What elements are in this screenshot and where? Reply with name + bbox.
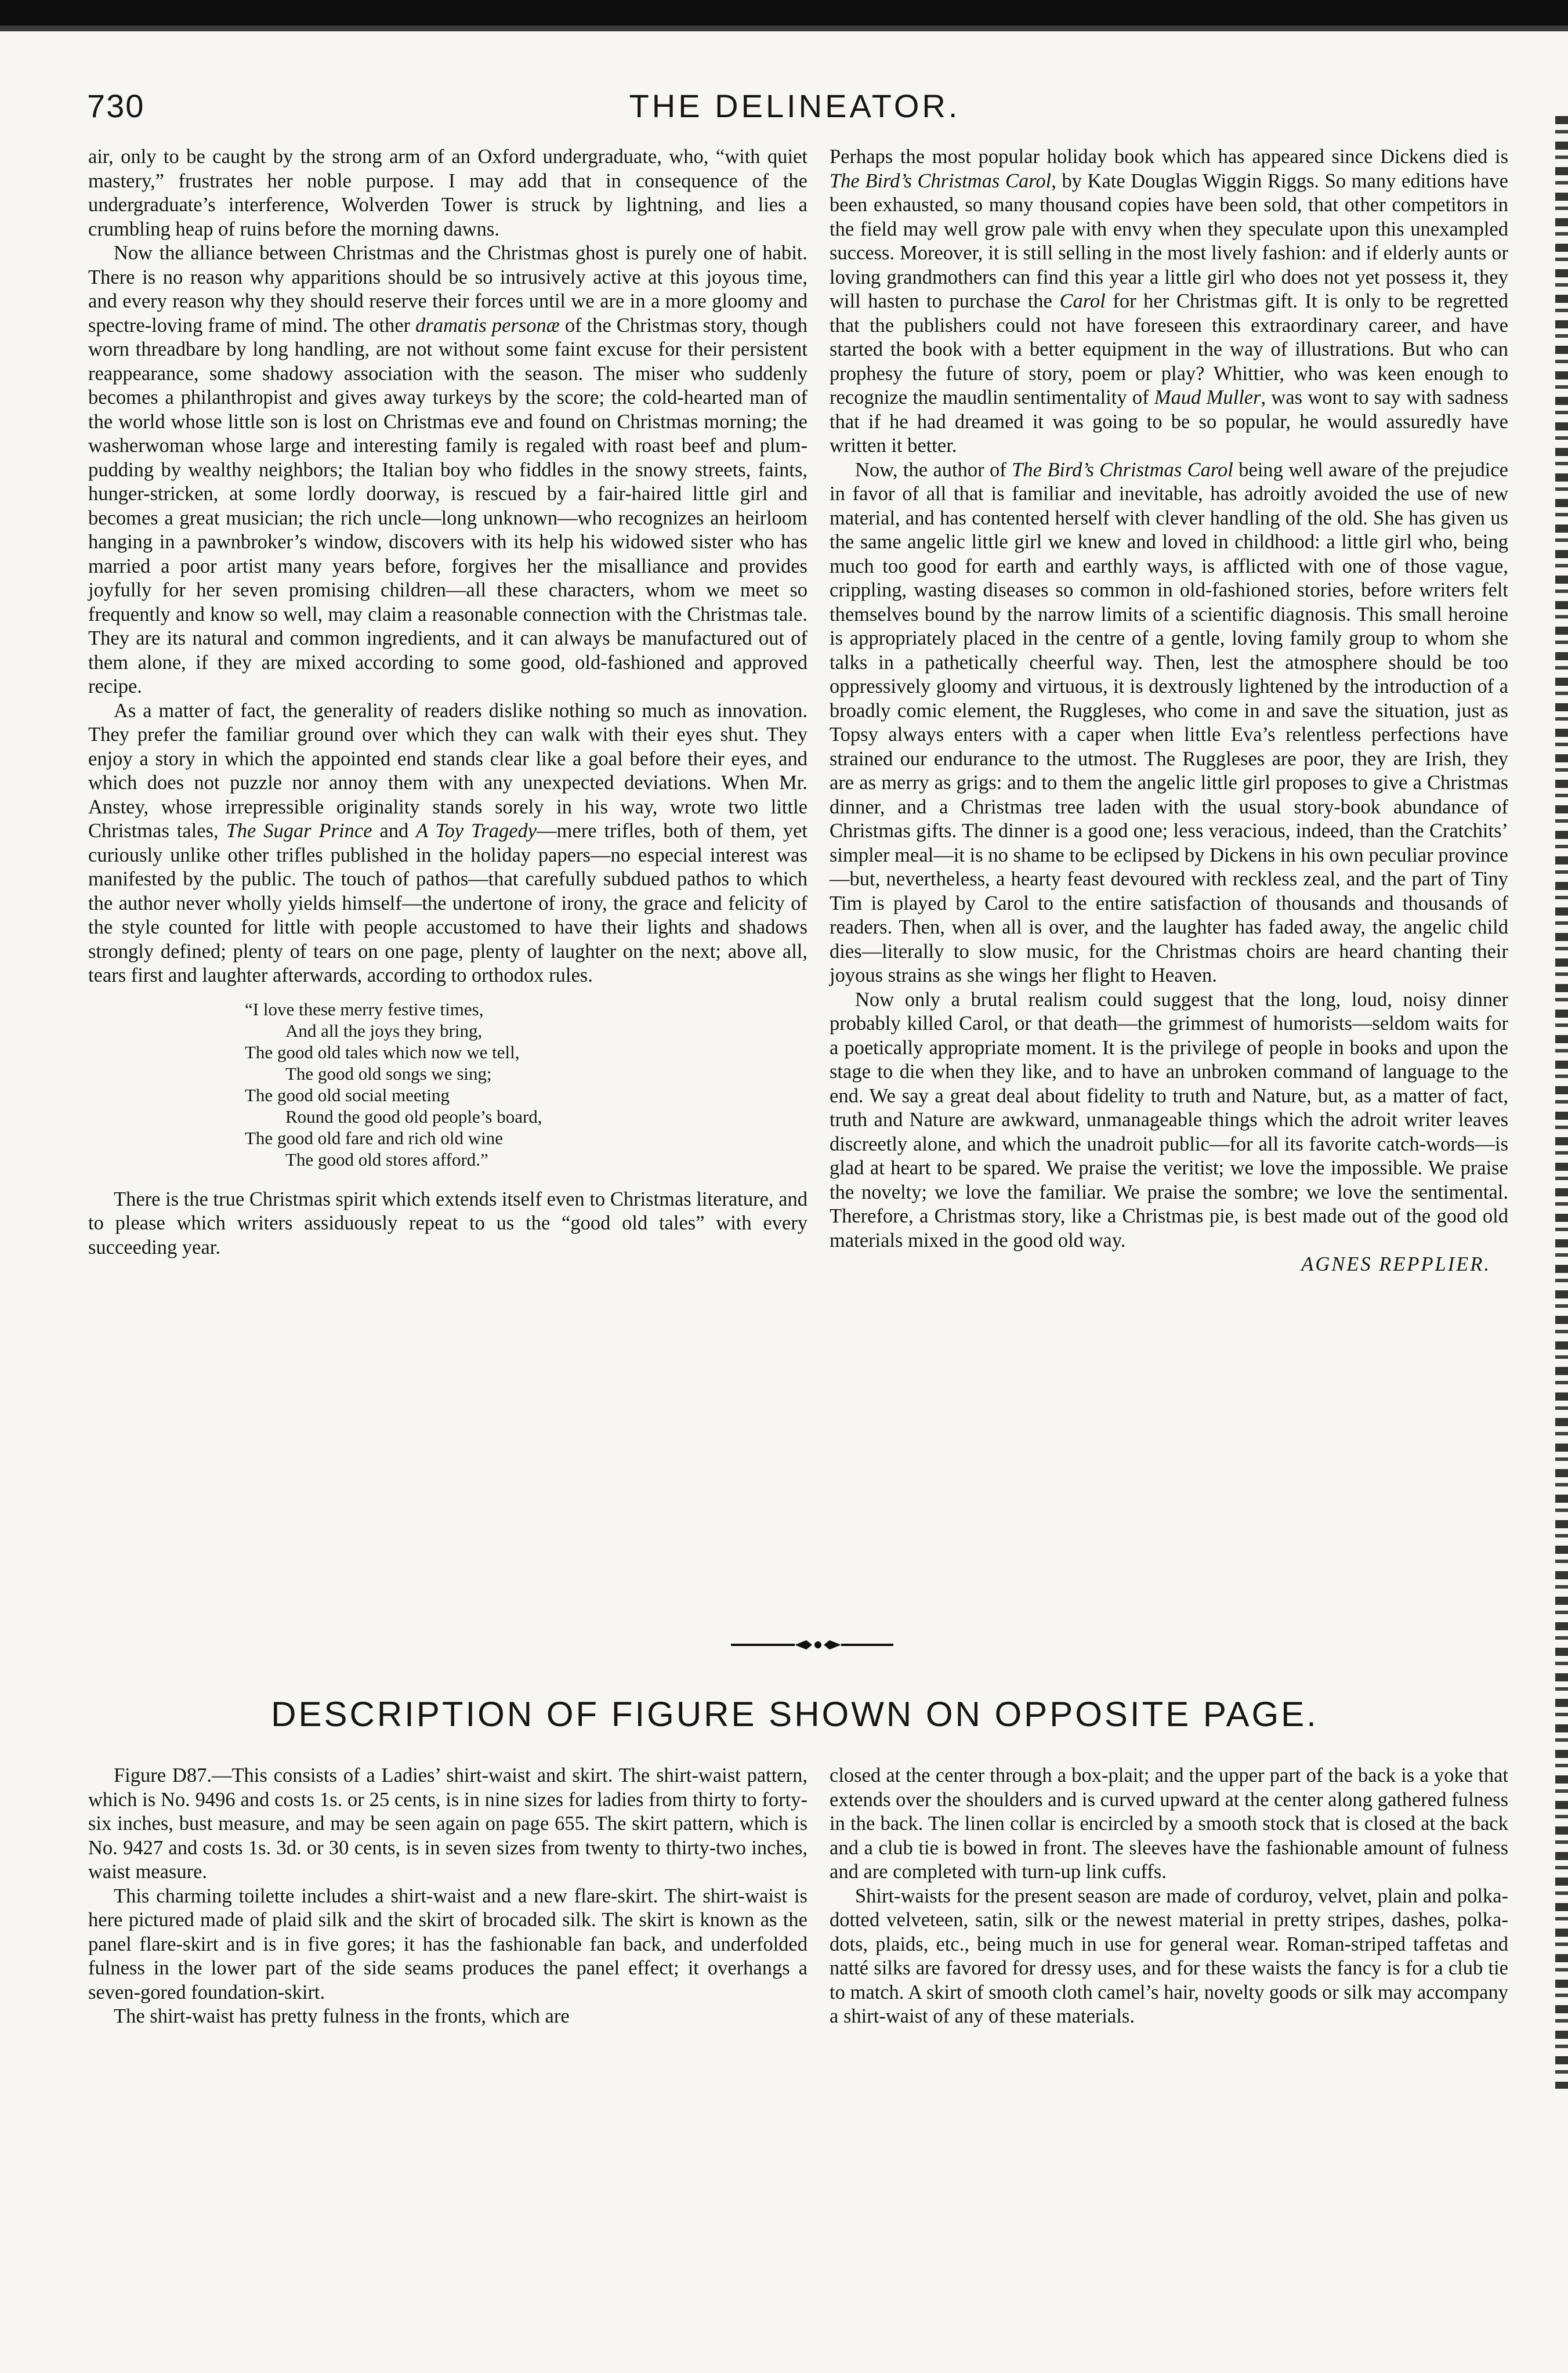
paragraph: Now only a brutal realism could suggest that the long, loud, noisy dinner probably killed Carol, or that death—the grimmest of humorists—seldom waits for a poetically appropriate moment. It is the privilege of people in books and upon the stage to die when they like, and to have an unbroken command of language to the end. We say a great deal about fidelity to truth and Nature, but, as a matter of fact, truth and Nature are awkward, unmanageable things which the adroit writer leaves discreetly alone, and which the unadroit public—for all its favorite catch-words—is glad at heart to be spared. We praise the veritist; we love the impossible. We praise the novelty; we love the familiar. We praise the sombre; we love the sentimental. Therefore, a Christmas story, like a Christmas pie, is best made out of the good old materials mixed in the good old way. <box>830 988 1508 1251</box>
verse-line: “I love these merry festive times, <box>245 999 484 1019</box>
top-border-rule <box>0 0 1568 28</box>
page-edge-bleed <box>1555 116 1568 2089</box>
paragraph: As a matter of fact, the generality of readers dislike nothing so much as innovation. They prefer the familiar ground over which they can walk with their eyes shut. They enjoy a story in which the appointed end stands clear like a goal before their eyes, and which does not puzzle nor annoy them with any unexpected deviations. When Mr. Anstey, whose irrepressible originality stands sorely in his way, wrote two little Christmas tales, The Sugar Prince and A Toy Tragedy—mere trifles, both of them, yet curiously unlike other trifles published in the holiday papers—no especial interest was manifested by the public. The touch of pathos—that carefully subdued pathos to which the author never wholly yields himself—the undertone of irony, the grace and felicity of the style counted for little with people accustomed to have their lights and shadows strongly defined; plenty of tears on one page, plenty of laughter on the next; above all, tears first and laughter afterwards, according to orthodox rules. <box>88 699 807 986</box>
paragraph: The shirt-waist has pretty fulness in the fronts, which are <box>114 2005 570 2027</box>
paragraph: Perhaps the most popular holiday book which has appeared since Dickens died is The Bird’s Christmas Carol, by Kate Douglas Wiggin Riggs. So many editions have been exhausted, so many thousand copies have been sold, that other competitors in the field may well grow pale with envy when they speculate upon this unexampled success. Moreover, it is still selling in the most lively fashion: and if elderly aunts or loving grandmothers can find this year a little girl who does not yet possess it, they will hasten to purchase the Carol for her Christmas gift. It is only to be regretted that the publishers could not have foreseen this extraordinary career, and have started the book with a better equipment in the way of illustrations. But who can prophesy the future of story, poem or play? Whittier, who was keen enough to recognize the maudlin sentimentality of Maud Muller, was wont to say with sadness that if he had dreamed it was going to be so popular, he would assuredly have written it better. <box>830 146 1509 457</box>
verse-line: Round the good old people’s board, <box>285 1106 542 1127</box>
verse-line: The good old stores afford.” <box>285 1149 488 1170</box>
paragraph: There is the true Christmas spirit which extends itself even to Christmas literature, and to please which writers assiduously repeat to us the “good old tales” with every succeeding year. <box>88 1188 807 1258</box>
verse-line: The good old fare and rich old wine <box>245 1127 504 1148</box>
paragraph: Figure D87.—This consists of a Ladies’ shirt-waist and skirt. The shirt-waist pattern, which is No. 9496 and costs 1s. or 25 cents, is in nine sizes for ladies from thirty to forty-six inches, bust measure, and may be seen again on page 655. The skirt pattern, which is No. 9427 and costs 1s. 3d. or 30 cents, is in seven sizes from twenty to thirty-two inches, waist measure. <box>88 1764 807 1883</box>
verse-line: The good old social meeting <box>245 1084 450 1105</box>
paragraph: Now, the author of The Bird’s Christmas Carol being well aware of the prejudice in favor of all that is familiar and inevitable, has adroitly avoided the use of new material, and has contented herself with clever handling of the old. She has given us the same angelic little girl we knew and loved in childhood: a little girl who, being much too good for earth and earthly ways, is afflicted with one of those vague, crippling, wasting diseases so common in old-fashioned stories, before writers felt themselves bound by the narrow limits of a scientific diagnosis. This small heroine is appropriately placed in the centre of a gentle, loving family group to whom she talks in a pathetically cheerful way. Then, lest the atmosphere should be too oppressively gloomy and virtuous, it is dextrously lightened by the introduction of a broadly comic element, the Ruggleses, who come in and save the situation, just as Topsy always enters with a caper when little Eva’s relentless perfections have strained our endurance to the utmost. The Ruggleses are poor, they are Irish, they are as merry as grigs: and to them the angelic little girl proposes to give a Christmas dinner, and a Christmas tree laden with the usual story-book abundance of Christmas gifts. The dinner is a good one; less veracious, indeed, than the Cratchits’ simpler meal—it is no shame to be eclipsed by Dickens in his own peculiar province—but, nevertheless, a hearty feast devoured with reckless zeal, and the part of Tiny Tim is played by Carol to the entire satisfaction of thousands and thousands of readers. Then, when all is over, and the laughter has faded away, the angelic child dies—literally to slow music, for the Christmas choirs are heard chanting their joyous strains as she wings her flight to Heaven. <box>830 458 1508 986</box>
paragraph: This charming toilette includes a shirt-waist and a new flare-skirt. The shirt-waist is here pictured made of plaid silk and the skirt of brocaded silk. The skirt is known as the panel flare-skirt and is in five gores; it has the fashionable fan back, and underfolded fulness in the lower part of the side seams produces the panel effect; it overhangs a seven-gored foundation-skirt. <box>88 1884 807 2003</box>
page-number: 730 <box>87 88 145 124</box>
verse-line: The good old tales which now we tell, <box>245 1041 520 1062</box>
section-title: DESCRIPTION OF FIGURE SHOWN ON OPPOSITE PAGE. <box>271 1695 1319 1734</box>
article-column-right <box>830 145 1508 1277</box>
section-divider-ornament <box>725 1633 899 1656</box>
verse-line: And all the joys they bring, <box>285 1020 483 1041</box>
paragraph: closed at the center through a box-plait; and the upper part of the back is a yoke that extends over the shoulders and is curved upward at the center along gathered fulness in the back. The linen collar is encircled by a smooth stock that is closed at the back and a club tie is bowed in front. The sleeves have the fashionable amount of fulness and are completed with turn-up link cuffs. <box>830 1764 1508 1883</box>
verse-line: The good old songs we sing; <box>285 1063 492 1084</box>
paragraph: Now the alliance between Christmas and the Christmas ghost is purely one of habit. There is no reason why apparitions should be so intrusively active at this joyous time, and every reason why they should reserve their forces until we are in a more gloomy and spectre-loving frame of mind. The other dramatis personæ of the Christmas story, though worn threadbare by long handling, are not without some faint excuse for their persistent reappearance, some shadowy association with the season. The miser who suddenly becomes a philanthropist and gives away turkeys by the score; the cold-hearted man of the world whose little son is lost on Christmas eve and found on Christmas morning; the washerwoman whose large and interesting family is regaled with roast beef and plum-pudding by wealthy neighbors; the Italian boy who fiddles in the snowy streets, faints, hunger-stricken, at some lordly doorway, is rescued by a fair-haired little girl and becomes a great musician; the rich uncle—long unknown—who recognizes an heirloom hanging in a pawnbroker’s window, discovers with its help his widowed sister who has married a poor artist many years before, forgives her the misalliance and provides joyfully for her seven promising children—all these characters, whom we meet so frequently and know so well, may claim a reasonable connection with the Christmas tale. They are its natural and common ingredients, and it can always be manufactured out of them alone, if they are mixed according to some good, old-fashioned and approved recipe. <box>88 242 807 697</box>
description-column-right <box>830 1764 1508 2029</box>
description-column-left <box>88 1764 807 2029</box>
paragraph: air, only to be caught by the strong arm of an Oxford undergraduate, who, “with quiet mastery,” frustrates her noble purpose. I may add that in consequence of the undergraduate’s interference, Wolverden Tower is struck by lightning, and lies a crumbling heap of ruins before the morning dawns. <box>88 146 807 240</box>
top-border-shadow <box>0 26 1568 31</box>
article-column-left <box>88 145 807 1260</box>
author-signature: AGNES REPPLIER. <box>1301 1253 1491 1275</box>
verse-quotation <box>245 999 807 1170</box>
page-header <box>87 87 1502 133</box>
running-head: THE DELINEATOR. <box>629 88 961 124</box>
paragraph: Shirt-waists for the present season are made of corduroy, velvet, plain and polka-dotted velveteen, satin, silk or the newest material in pretty stripes, dashes, polka-dots, plaids, etc., being much in use for general wear. Roman-striped taffetas and natté silks are favored for dressy uses, and for these waists the fancy is for a club tie to match. A skirt of smooth cloth camel’s hair, novelty goods or silk may accompany a shirt-waist of any of these materials. <box>830 1884 1508 2027</box>
